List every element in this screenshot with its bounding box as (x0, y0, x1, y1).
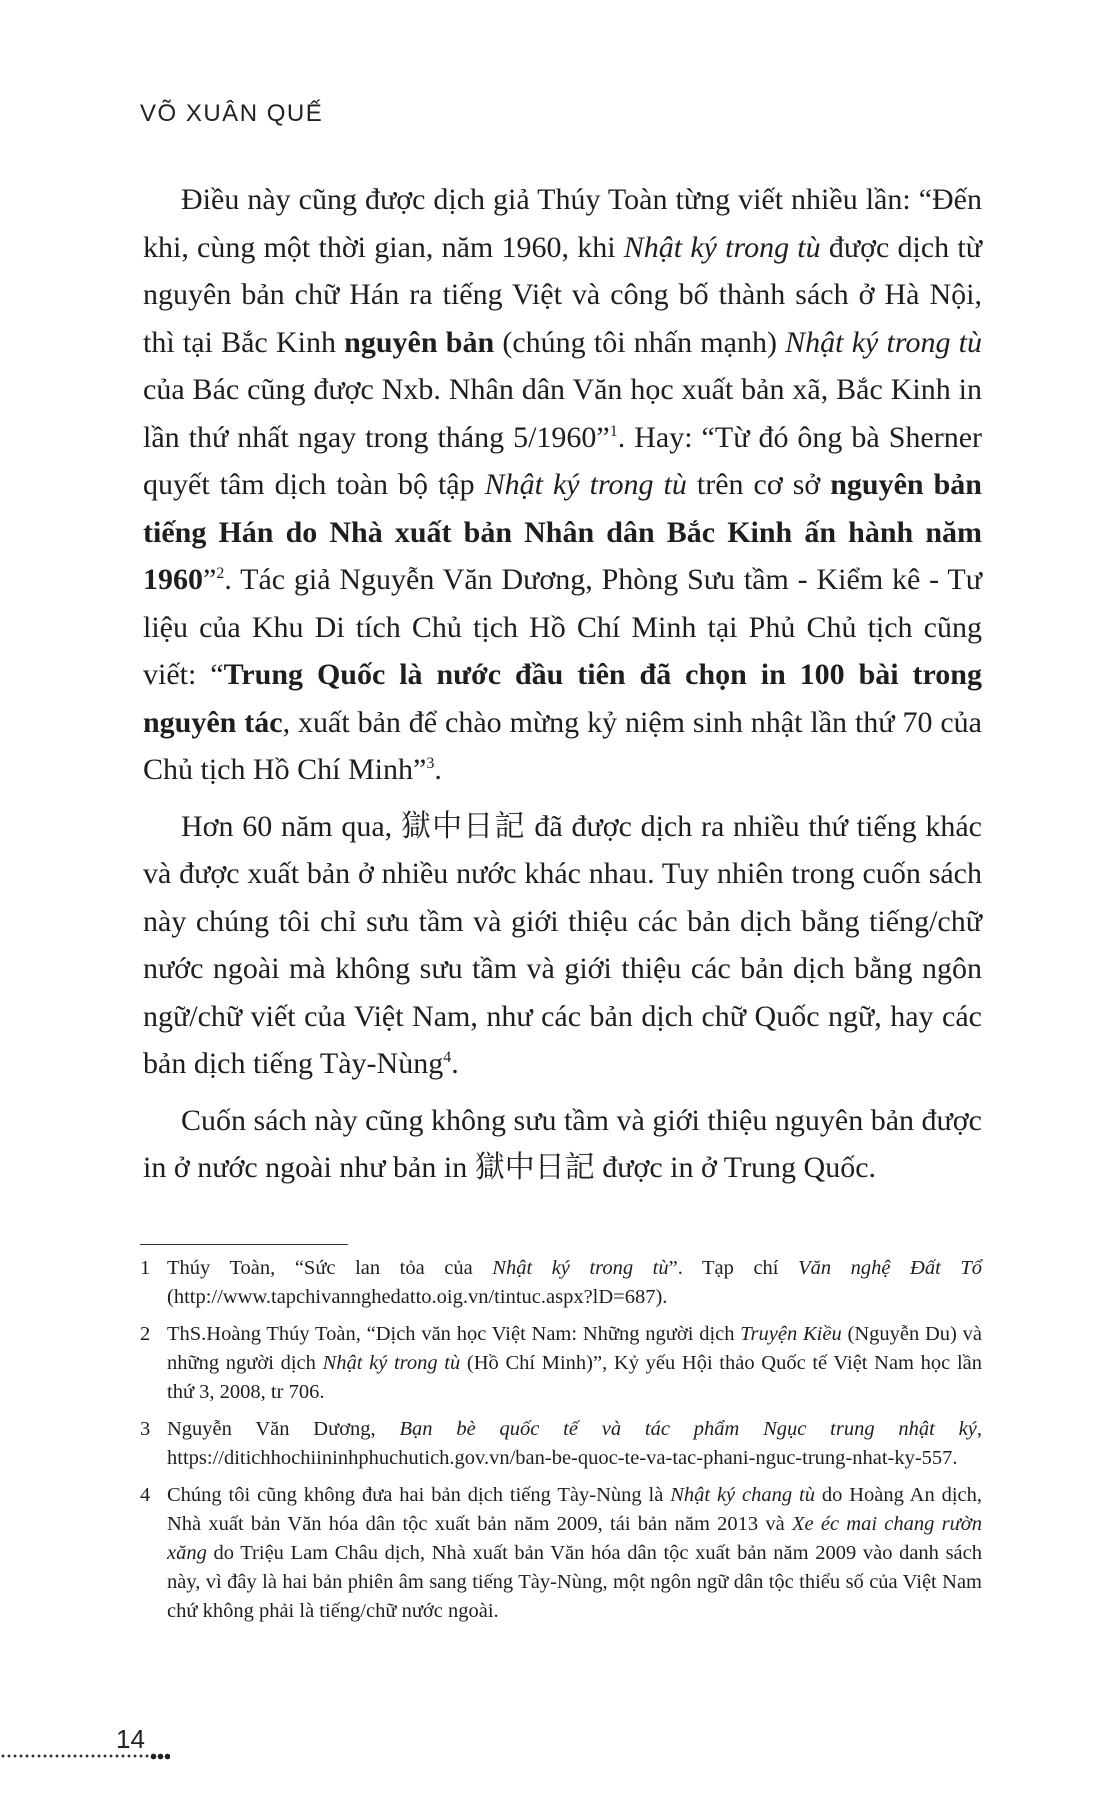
text-run: , xuất bản để chào mừng kỷ niệm sinh nhật lần thứ 70 của Chủ tịch Hồ Chí Minh” (143, 705, 982, 786)
text-run: Điều này cũng được dịch giả Thúy Toàn từng viết nhiều lần: “Đến khi, cùng một thời gian, năm 1960, khi (143, 183, 982, 264)
paragraph-1 (143, 176, 982, 794)
bold-emphasis: nguyên bản (344, 325, 495, 359)
footnote-2 (140, 1320, 982, 1407)
bold-emphasis: Trung Quốc là nước đầu tiên đã chọn in 100 bài trong nguyên tác (143, 658, 982, 739)
italic-title: Truyện Kiều (740, 1323, 842, 1345)
italic-title: Nhật ký trong tù (492, 1257, 669, 1279)
text-run: Cuốn sách này cũng không sưu tầm và giới thiệu nguyên bản được in ở nước ngoài như bản in 獄中日記 được in ở Trung Quốc. (143, 1103, 982, 1184)
text-run: . Hay: “Từ đó ông bà Sherner quyết tâm dịch toàn bộ tập (143, 420, 983, 501)
text-run: Nguyễn Văn Dương, (167, 1418, 400, 1440)
italic-title: Bạn bè quốc tế và tác phẩm Ngục trung nhật ký (399, 1418, 977, 1440)
italic-title: Nhật ký trong tù (322, 1352, 461, 1374)
text-run: Thúy Toàn, “Sức lan tỏa của (167, 1257, 493, 1279)
footnote-1 (140, 1254, 982, 1312)
footnote-number: 2 (140, 1323, 151, 1345)
body-text (143, 176, 982, 1201)
text-run: (Hồ Chí Minh)”, Kỷ yếu Hội thảo Quốc tế Việt Nam học lần thứ 3, 2008, tr 706. (167, 1352, 982, 1403)
text-run: Chúng tôi cũng không đưa hai bản dịch tiếng Tày-Nùng là (167, 1484, 671, 1506)
page-footer (0, 1724, 175, 1764)
footnote-3 (140, 1415, 982, 1473)
text-run: . (434, 753, 442, 786)
page-number: 14 (116, 1724, 145, 1754)
footnote-ref-1[interactable]: 1 (609, 422, 618, 440)
text-run: (Nguyễn Du) và những người dịch (167, 1323, 982, 1374)
footnote-ref-2[interactable]: 2 (216, 565, 225, 582)
italic-title: Xe éc mai chang rườn xăng (167, 1513, 982, 1564)
text-run: . Tác giả Nguyễn Văn Dương, Phòng Sưu tầm - Kiểm kê - Tư liệu của Khu Di tích Chủ tịch Hồ Chí Minh tại Phủ Chủ tịch cũng viết: “ (143, 563, 982, 691)
text-run: Hơn 60 năm qua, 獄中日記 đã được dịch ra nhiều thứ tiếng khác và được xuất bản ở nhiều nước khác nhau. Tuy nhiên trong cuốn sách này chúng tôi chỉ sưu tầm và giới thiệu các bản dịch bằng tiếng/chữ nước ngoài mà không sưu tầm và giới thiệu các bản dịch bằng ngôn ngữ/chữ viết của Việt Nam, như các bản dịch chữ Quốc ngữ, hay các bản dịch tiếng Tày-Nùng (143, 809, 982, 1080)
italic-title: Nhật ký trong tù (484, 468, 687, 501)
paragraph-2 (143, 803, 982, 1088)
footnotes (140, 1254, 982, 1634)
text-run: trên cơ sở (686, 468, 831, 501)
text-run: , https://ditichhochiininhphuchutich.gov.vn/ban-be-quoc-te-va-tac-phani-nguc-trung-nhat-ky-557. (167, 1418, 982, 1469)
footnote-number: 3 (140, 1418, 151, 1440)
text-run: ” (203, 563, 217, 596)
footnote-ref-4[interactable]: 4 (443, 1049, 452, 1066)
text-run: ThS.Hoàng Thúy Toàn, “Dịch văn học Việt Nam: Những người dịch (167, 1323, 741, 1345)
footnote-separator (140, 1244, 348, 1245)
text-run: do Triệu Lam Châu dịch, Nhà xuất bản Văn hóa dân tộc xuất bản năm 2009 vào danh sách này, vì đây là hai bản phiên âm sang tiếng Tày-Nùng, một ngôn ngữ dân tộc thiểu số của Việt Nam chứ không phải là tiếng/chữ nước ngoài. (167, 1542, 982, 1622)
italic-title: Văn nghệ Đất Tổ (798, 1257, 982, 1279)
italic-title: Nhật ký chang tù (670, 1484, 815, 1506)
footnote-number: 1 (140, 1257, 151, 1279)
text-run: được dịch từ nguyên bản chữ Hán ra tiếng Việt và công bố thành sách ở Hà Nội, thì tại Bắc Kinh (143, 230, 982, 359)
footnote-4 (140, 1481, 982, 1626)
running-header-author: VÕ XUÂN QUẾ (140, 100, 324, 127)
text-run: (chúng tôi nhấn mạnh) (494, 325, 786, 359)
footnote-number: 4 (140, 1484, 151, 1506)
italic-title: Nhật ký trong tù (785, 325, 983, 359)
bold-emphasis: nguyên bản tiếng Hán do Nhà xuất bản Nhân dân Bắc Kinh ấn hành năm 1960 (143, 468, 982, 596)
footnote-ref-3[interactable]: 3 (426, 755, 435, 772)
text-run: . (451, 1047, 459, 1080)
paragraph-3 (143, 1097, 982, 1192)
text-run: của Bác cũng được Nxb. Nhân dân Văn học xuất bản xã, Bắc Kinh in lần thứ nhất ngay trong tháng 5/1960” (143, 373, 982, 454)
italic-title: Nhật ký trong tù (623, 230, 821, 264)
text-run: (http://www.tapchivannghedatto.oig.vn/tintuc.aspx?lD=687). (167, 1286, 668, 1308)
text-run: do Hoàng An dịch, Nhà xuất bản Văn hóa dân tộc xuất bản năm 2009, tái bản năm 2013 và (167, 1484, 982, 1535)
dot-ornament (150, 1753, 170, 1760)
text-run: ”. Tạp chí (668, 1257, 799, 1279)
